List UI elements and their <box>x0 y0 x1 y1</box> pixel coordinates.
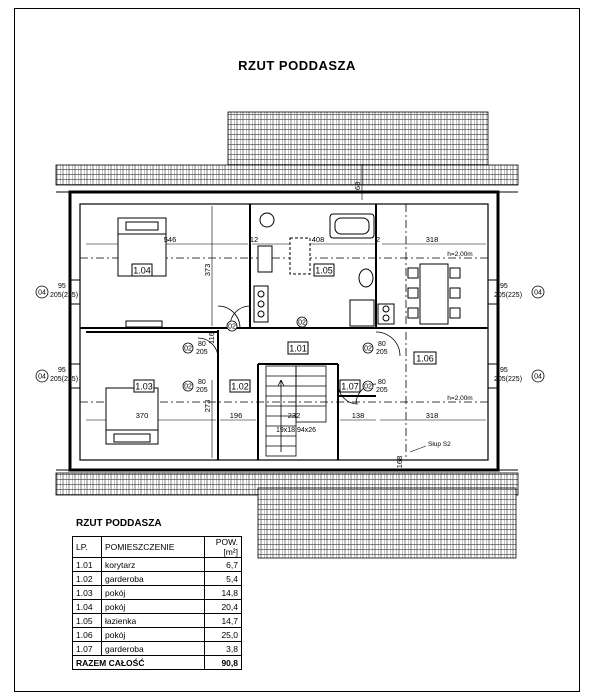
cell-area: 20,4 <box>205 600 242 614</box>
svg-text:205(225): 205(225) <box>494 376 523 383</box>
cell-lp: 1.07 <box>73 642 102 656</box>
svg-text:80: 80 <box>198 379 206 386</box>
svg-text:546: 546 <box>163 235 177 244</box>
cell-lp: 1.05 <box>73 614 102 628</box>
table-row <box>73 614 242 628</box>
table-row <box>73 628 242 642</box>
header-room: POMIESZCZENIE <box>102 537 205 558</box>
table-row <box>73 600 242 614</box>
svg-text:370: 370 <box>135 411 149 420</box>
cell-room: garderoba <box>102 572 205 586</box>
svg-text:232: 232 <box>287 411 301 420</box>
cell-room: łazienka <box>102 614 205 628</box>
svg-text:04: 04 <box>534 373 542 381</box>
skylight-label: Słup S2 <box>428 441 451 448</box>
table-row <box>73 572 242 586</box>
svg-text:116: 116 <box>207 332 216 344</box>
room-tag-1-04 <box>132 264 152 276</box>
cell-area: 25,0 <box>205 628 242 642</box>
table-row <box>73 642 242 656</box>
svg-text:205: 205 <box>196 349 208 356</box>
cell-area: 14,7 <box>205 614 242 628</box>
svg-text:373: 373 <box>203 263 212 277</box>
svg-text:1.05: 1.05 <box>315 265 333 276</box>
header-lp: LP. <box>73 537 102 558</box>
total-label: RAZEM CAŁOŚĆ <box>73 656 205 670</box>
room-tag-1-01 <box>288 342 308 354</box>
cell-room: garderoba <box>102 642 205 656</box>
cell-lp: 1.04 <box>73 600 102 614</box>
svg-text:318: 318 <box>425 235 439 244</box>
cell-room: pokój <box>102 586 205 600</box>
svg-text:205(225): 205(225) <box>50 292 79 299</box>
svg-text:80: 80 <box>378 341 386 348</box>
svg-text:04: 04 <box>534 289 542 297</box>
table-row <box>73 586 242 600</box>
svg-text:95: 95 <box>58 367 66 374</box>
cell-area: 5,4 <box>205 572 242 586</box>
svg-text:408: 408 <box>311 235 325 244</box>
svg-text:04: 04 <box>38 289 46 297</box>
svg-text:02: 02 <box>184 345 192 353</box>
cell-lp: 1.02 <box>73 572 102 586</box>
drawing-title: RZUT PODDASZA <box>238 58 356 73</box>
wardrobe <box>126 321 162 327</box>
cell-area: 3,8 <box>205 642 242 656</box>
svg-text:h=2,00m: h=2,00m <box>447 251 473 258</box>
svg-text:168: 168 <box>395 455 404 469</box>
svg-text:2: 2 <box>375 235 381 244</box>
dining-table <box>408 264 460 324</box>
room-tag-1-05 <box>314 264 334 276</box>
svg-text:205: 205 <box>376 387 388 394</box>
cell-lp: 1.03 <box>73 586 102 600</box>
svg-text:12: 12 <box>249 235 259 244</box>
roof-upper-band <box>56 165 518 185</box>
cell-lp: 1.06 <box>73 628 102 642</box>
svg-text:138: 138 <box>351 411 365 420</box>
svg-text:68: 68 <box>353 181 362 191</box>
svg-text:196: 196 <box>229 411 243 420</box>
cell-room: pokój <box>102 628 205 642</box>
room-tag-1-02 <box>230 380 250 392</box>
svg-text:02: 02 <box>298 319 306 327</box>
svg-text:1.01: 1.01 <box>289 343 307 354</box>
svg-text:80: 80 <box>198 341 206 348</box>
svg-text:95: 95 <box>500 367 508 374</box>
svg-text:205: 205 <box>196 387 208 394</box>
total-value: 90,8 <box>205 656 242 670</box>
svg-text:02: 02 <box>364 345 372 353</box>
cell-room: pokój <box>102 600 205 614</box>
bed-1-03 <box>106 388 158 444</box>
svg-text:1.06: 1.06 <box>416 353 434 364</box>
table-total-row <box>73 656 242 670</box>
svg-text:1.07: 1.07 <box>341 381 359 392</box>
svg-text:1.04: 1.04 <box>133 265 151 276</box>
svg-text:205: 205 <box>376 349 388 356</box>
svg-text:273: 273 <box>203 399 212 413</box>
table-title: RZUT PODDASZA <box>76 518 162 529</box>
cell-room: korytarz <box>102 558 205 572</box>
rooms-table <box>72 536 242 670</box>
svg-text:h=2,00m: h=2,00m <box>447 395 473 402</box>
room-tag-1-07 <box>340 380 360 392</box>
svg-text:318: 318 <box>425 411 439 420</box>
cell-area: 14,8 <box>205 586 242 600</box>
roof-bottom <box>258 488 516 558</box>
cell-lp: 1.01 <box>73 558 102 572</box>
stairs-label: 19x18,94x26 <box>275 427 317 434</box>
table-row <box>73 558 242 572</box>
svg-text:80: 80 <box>378 379 386 386</box>
cell-area: 6,7 <box>205 558 242 572</box>
room-tag-1-03 <box>134 380 154 392</box>
svg-text:02: 02 <box>184 383 192 391</box>
svg-text:205(225): 205(225) <box>50 376 79 383</box>
svg-text:02: 02 <box>228 323 236 331</box>
svg-text:04: 04 <box>38 373 46 381</box>
svg-text:205(225): 205(225) <box>494 292 523 299</box>
svg-text:95: 95 <box>58 283 66 290</box>
svg-text:95: 95 <box>500 283 508 290</box>
room-tag-1-06 <box>414 352 436 364</box>
header-area: POW. [m²] <box>205 537 242 558</box>
svg-text:1.03: 1.03 <box>135 381 153 392</box>
svg-text:1.02: 1.02 <box>231 381 249 392</box>
svg-text:02: 02 <box>364 383 372 391</box>
table-header-row <box>73 537 242 558</box>
